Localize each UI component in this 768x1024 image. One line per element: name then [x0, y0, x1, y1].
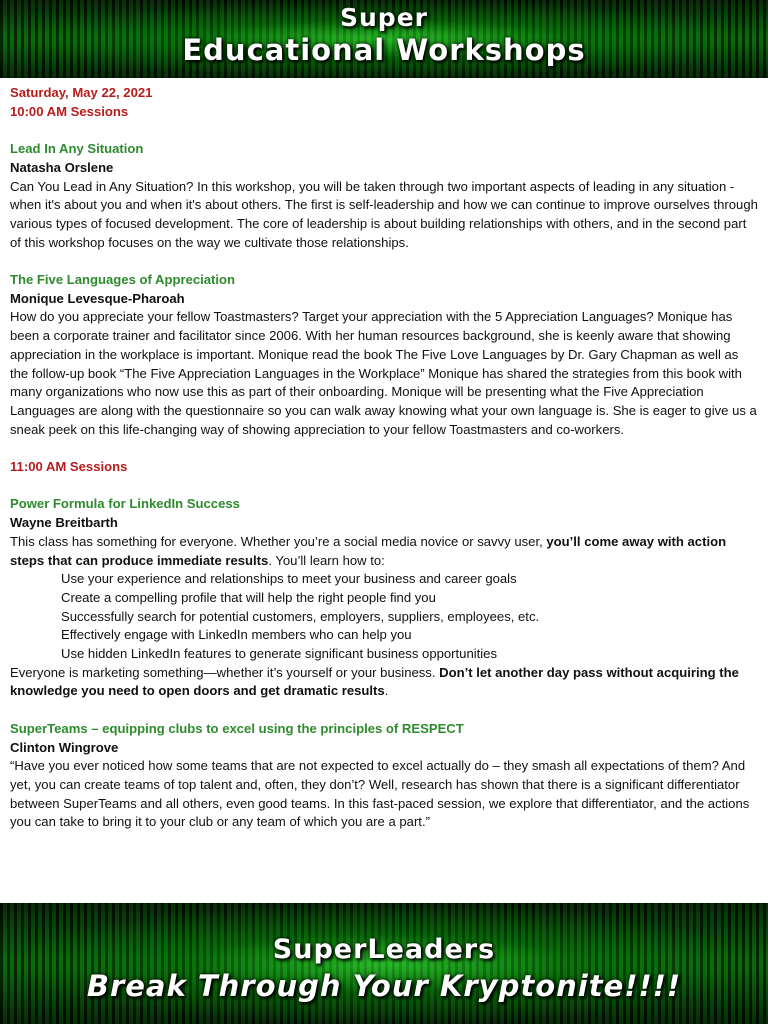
- outro-tail-text: .: [384, 683, 389, 699]
- workshop-five-languages: [10, 271, 760, 439]
- list-item: Create a compelling profile that will help the right people find you: [61, 589, 436, 605]
- list-item: Successfully search for potential customers, employers, suppliers, employees, etc.: [61, 608, 540, 624]
- workshop-outro: [10, 664, 760, 701]
- speaker-name: Clinton Wingrove: [10, 739, 119, 755]
- session-time-10am: 10:00 AM Sessions: [10, 103, 129, 119]
- list-item: Use your experience and relationships to meet your business and career goals: [61, 571, 517, 587]
- workshop-superteams: [10, 720, 760, 832]
- footer-title-line1: SuperLeaders: [272, 934, 496, 965]
- workshop-intro: [10, 533, 760, 570]
- header-title-line1: Super: [340, 3, 428, 32]
- outro-bold-text: Don’t let another day pass without acquiring the knowledge you need to open doors and get dramatic results: [10, 664, 739, 699]
- workshop-title: Lead In Any Situation: [10, 141, 144, 157]
- event-date: Saturday, May 22, 2021: [10, 85, 153, 100]
- session-time-11am: 11:00 AM Sessions: [10, 459, 128, 475]
- list-item: Effectively engage with LinkedIn members who can help you: [61, 627, 412, 643]
- header-banner: [0, 0, 768, 78]
- workshop-lead-in-any-situation: [10, 140, 760, 252]
- workshop-title: SuperTeams – equipping clubs to excel using the principles of RESPECT: [10, 720, 464, 736]
- intro-tail-text: . You’ll learn how to:: [268, 552, 385, 568]
- list-item: Use hidden LinkedIn features to generate significant business opportunities: [61, 646, 498, 662]
- footer-banner: [0, 903, 768, 1024]
- learning-points-list: [10, 570, 760, 664]
- intro-bold-text: you’ll come away with action steps that can produce immediate results: [10, 533, 727, 568]
- workshop-title: Power Formula for LinkedIn Success: [10, 496, 240, 512]
- workshop-description: Can You Lead in Any Situation? In this workshop, you will be taken through two important aspects of leading in any situation - when it's about you and when it's about others. The first is self-leadership and how we can continue to improve ourselves through various types of focused development. The core of leadership is about building relationships with others, and in the second part of this workshop focuses on the way we cultivate those relationships.: [10, 178, 758, 250]
- outro-text: Everyone is marketing something—whether it’s yourself or your business.: [10, 664, 440, 680]
- workshop-linkedin: [10, 495, 760, 701]
- workshop-description: How do you appreciate your fellow Toastmasters? Target your appreciation with the 5 Appreciation Languages? Monique has been a corporate trainer and facilitator since 2006. With her human resources background, she is keenly aware that showing appreciation in the workplace is important. Monique read the book The Five Love Languages by Dr. Gary Chapman as well as the follow-up book “The Five Appreciation Languages in the Workplace” Monique has shared the strategies from this book with many organizations who now use this as part of their onboarding. Monique will be presenting what the Five Appreciation Languages are along with the questionnaire so you can walk away knowing what your own language is. She is eager to give us a sneak peek on this life-changing way of showing appreciation to your fellow Toastmasters and co-workers.: [10, 309, 757, 437]
- workshop-content: [10, 84, 760, 832]
- speaker-name: Natasha Orslene: [10, 159, 114, 175]
- workshop-description: “Have you ever noticed how some teams that are not expected to excel actually do – they smash all expectations of them? And yet, you can create teams of top talent and, often, they don’t? Well, research has shown that there is a significant differentiator between SuperTeams and all others, even good teams. In this fast-paced session, we explore that differentiator, and the actions you can take to bring it to your club or any team of which you are a part.”: [10, 758, 750, 830]
- workshop-title: The Five Languages of Appreciation: [10, 272, 236, 287]
- intro-text: This class has something for everyone. Whether you’re a social media novice or savvy user,: [10, 533, 547, 549]
- header-title-line2: Educational Workshops: [182, 33, 586, 67]
- speaker-name: Monique Levesque-Pharoah: [10, 290, 185, 306]
- footer-title-line2: Break Through Your Kryptonite!!!!: [86, 969, 682, 1003]
- speaker-name: Wayne Breitbarth: [10, 515, 118, 531]
